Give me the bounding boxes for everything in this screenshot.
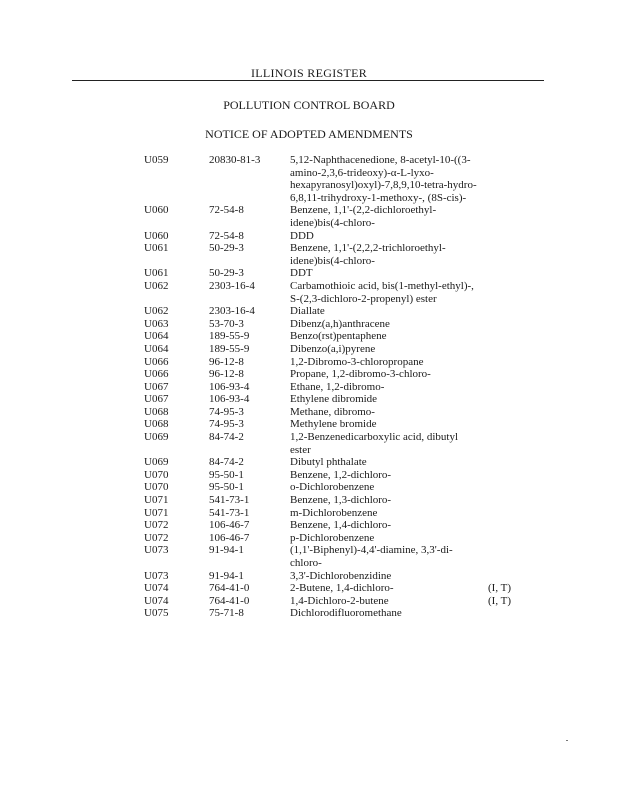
cas-number: 20830-81-3 bbox=[209, 154, 261, 166]
waste-code: U059 bbox=[144, 154, 169, 166]
page-mark bbox=[566, 740, 568, 741]
table-row bbox=[0, 154, 618, 204]
substance-name: Ethylene dibromide bbox=[290, 393, 378, 406]
table-row bbox=[0, 456, 618, 469]
cas-number: 53-70-3 bbox=[209, 317, 244, 330]
register-title: ILLINOIS REGISTER bbox=[250, 66, 368, 80]
waste-code: U069 bbox=[144, 456, 169, 469]
substance-name: Benzene, 1,4-dichloro- bbox=[290, 519, 392, 532]
waste-code: U064 bbox=[144, 330, 169, 343]
waste-code: U063 bbox=[144, 317, 169, 330]
substance-name: 5,12-Naphthacenedione, 8-acetyl-10-((3-amino-2,3,6-trideoxy)-α-L-lyxo-hexapyranosyl)oxyl)-7,8,9,10-tetra-hydro-6,8,11-trihydroxy-1-methoxy-, (8S-cis)- bbox=[290, 154, 477, 204]
cas-number: 2303-16-4 bbox=[209, 305, 255, 318]
cas-number: 50-29-3 bbox=[209, 242, 244, 255]
cas-number: 95-50-1 bbox=[209, 481, 244, 494]
cas-number: 189-55-9 bbox=[209, 342, 250, 355]
substance-name: Benzo(rst)pentaphene bbox=[290, 330, 387, 343]
table-row bbox=[0, 318, 618, 331]
table-row bbox=[0, 519, 618, 532]
substance-name: Carbamothioic acid, bis(1-methyl-ethyl)-, S-(2,3-dichloro-2-propenyl) ester bbox=[290, 279, 474, 305]
table-row bbox=[0, 242, 618, 267]
substance-name: Benzene, 1,3-dichloro- bbox=[290, 494, 392, 507]
waste-code: U067 bbox=[144, 380, 169, 393]
cas-number: 72-54-8 bbox=[209, 229, 244, 242]
cas-number: 50-29-3 bbox=[209, 267, 244, 280]
substance-name: p-Dichlorobenzene bbox=[290, 531, 375, 544]
hazard-code: (I, T) bbox=[488, 582, 512, 595]
table-row bbox=[0, 305, 618, 318]
cas-number: 72-54-8 bbox=[209, 204, 244, 217]
waste-code: U068 bbox=[144, 405, 169, 418]
waste-code: U071 bbox=[144, 506, 169, 519]
waste-code: U064 bbox=[144, 342, 169, 355]
waste-code: U066 bbox=[144, 368, 169, 381]
waste-code: U072 bbox=[144, 519, 169, 532]
cas-number: 2303-16-4 bbox=[209, 279, 255, 292]
table-row bbox=[0, 494, 618, 507]
cas-number: 96-12-8 bbox=[209, 355, 244, 368]
substance-name: Dibenz(a,h)anthracene bbox=[290, 317, 390, 330]
waste-code: U072 bbox=[144, 531, 169, 544]
board-name: POLLUTION CONTROL BOARD bbox=[223, 98, 395, 112]
substance-name: 1,2-Benzenedicarboxylic acid, dibutyl ester bbox=[290, 431, 458, 456]
substance-name: m-Dichlorobenzene bbox=[290, 506, 378, 519]
waste-code: U061 bbox=[144, 242, 169, 255]
waste-code: U073 bbox=[144, 544, 169, 557]
substance-name: Dibutyl phthalate bbox=[290, 456, 367, 469]
substance-name: Ethane, 1,2-dibromo- bbox=[290, 380, 385, 393]
waste-code: U070 bbox=[144, 481, 169, 494]
waste-code: U073 bbox=[144, 569, 169, 582]
table-row bbox=[0, 356, 618, 369]
substance-name: 3,3'-Dichlorobenzidine bbox=[290, 569, 392, 582]
cas-number: 764-41-0 bbox=[209, 582, 250, 595]
substance-name: Diallate bbox=[290, 305, 325, 318]
table-row bbox=[0, 406, 618, 419]
waste-code: U061 bbox=[144, 267, 169, 280]
waste-code: U071 bbox=[144, 494, 169, 507]
substance-name: DDT bbox=[290, 267, 313, 280]
waste-code: U075 bbox=[144, 607, 169, 620]
substance-name: Dibenzo(a,i)pyrene bbox=[290, 342, 376, 355]
table-row bbox=[0, 280, 618, 305]
hazard-code: (I, T) bbox=[488, 594, 512, 607]
substance-name: Methane, dibromo- bbox=[290, 405, 375, 418]
table-row bbox=[0, 607, 618, 620]
header-rule bbox=[72, 80, 544, 81]
substance-name: 1,2-Dibromo-3-chloropropane bbox=[290, 355, 424, 368]
table-row bbox=[0, 343, 618, 356]
cas-number: 764-41-0 bbox=[209, 594, 250, 607]
cas-number: 541-73-1 bbox=[209, 506, 250, 519]
cas-number: 106-93-4 bbox=[209, 380, 250, 393]
substance-name: Benzene, 1,2-dichloro- bbox=[290, 468, 392, 481]
table-row bbox=[0, 368, 618, 381]
substance-name: DDD bbox=[290, 229, 314, 242]
waste-code: U060 bbox=[144, 204, 169, 217]
table-row bbox=[0, 532, 618, 545]
hazardous-waste-table bbox=[0, 154, 618, 620]
substance-name: Dichlorodifluoromethane bbox=[290, 607, 402, 620]
cas-number: 91-94-1 bbox=[209, 544, 244, 557]
cas-number: 96-12-8 bbox=[209, 368, 244, 381]
cas-number: 541-73-1 bbox=[209, 494, 250, 507]
table-row bbox=[0, 544, 618, 569]
cas-number: 74-95-3 bbox=[209, 418, 244, 431]
table-row bbox=[0, 595, 618, 608]
table-row bbox=[0, 230, 618, 243]
cas-number: 95-50-1 bbox=[209, 468, 244, 481]
waste-code: U060 bbox=[144, 229, 169, 242]
substance-name: Propane, 1,2-dibromo-3-chloro- bbox=[290, 368, 431, 381]
table-row bbox=[0, 381, 618, 394]
table-row bbox=[0, 418, 618, 431]
table-row bbox=[0, 469, 618, 482]
cas-number: 91-94-1 bbox=[209, 569, 244, 582]
cas-number: 189-55-9 bbox=[209, 330, 250, 343]
waste-code: U074 bbox=[144, 582, 169, 595]
table-row bbox=[0, 582, 618, 595]
table-row bbox=[0, 393, 618, 406]
cas-number: 84-74-2 bbox=[209, 456, 244, 469]
substance-name: Methylene bromide bbox=[290, 418, 377, 431]
waste-code: U074 bbox=[144, 594, 169, 607]
waste-code: U062 bbox=[144, 305, 169, 318]
substance-name: Benzene, 1,1'-(2,2,2-trichloroethyl-idene)bis(4-chloro- bbox=[290, 242, 446, 267]
cas-number: 84-74-2 bbox=[209, 431, 244, 444]
table-row bbox=[0, 267, 618, 280]
waste-code: U062 bbox=[144, 279, 169, 292]
cas-number: 106-46-7 bbox=[209, 519, 250, 532]
substance-name: Benzene, 1,1'-(2,2-dichloroethyl-idene)bis(4-chloro- bbox=[290, 204, 437, 229]
waste-code: U069 bbox=[144, 431, 169, 444]
substance-name: o-Dichlorobenzene bbox=[290, 481, 375, 494]
notice-title: NOTICE OF ADOPTED AMENDMENTS bbox=[205, 127, 413, 141]
waste-code: U067 bbox=[144, 393, 169, 406]
table-row bbox=[0, 330, 618, 343]
substance-name: (1,1'-Biphenyl)-4,4'-diamine, 3,3'-di-chloro- bbox=[290, 544, 453, 569]
table-row bbox=[0, 570, 618, 583]
table-row bbox=[0, 204, 618, 229]
waste-code: U066 bbox=[144, 355, 169, 368]
table-row bbox=[0, 431, 618, 456]
cas-number: 106-46-7 bbox=[209, 531, 250, 544]
waste-code: U070 bbox=[144, 468, 169, 481]
cas-number: 74-95-3 bbox=[209, 405, 244, 418]
cas-number: 106-93-4 bbox=[209, 393, 250, 406]
cas-number: 75-71-8 bbox=[209, 607, 244, 620]
table-row bbox=[0, 507, 618, 520]
waste-code: U068 bbox=[144, 418, 169, 431]
table-row bbox=[0, 481, 618, 494]
substance-name: 1,4-Dichloro-2-butene bbox=[290, 594, 389, 607]
substance-name: 2-Butene, 1,4-dichloro- bbox=[290, 582, 394, 595]
